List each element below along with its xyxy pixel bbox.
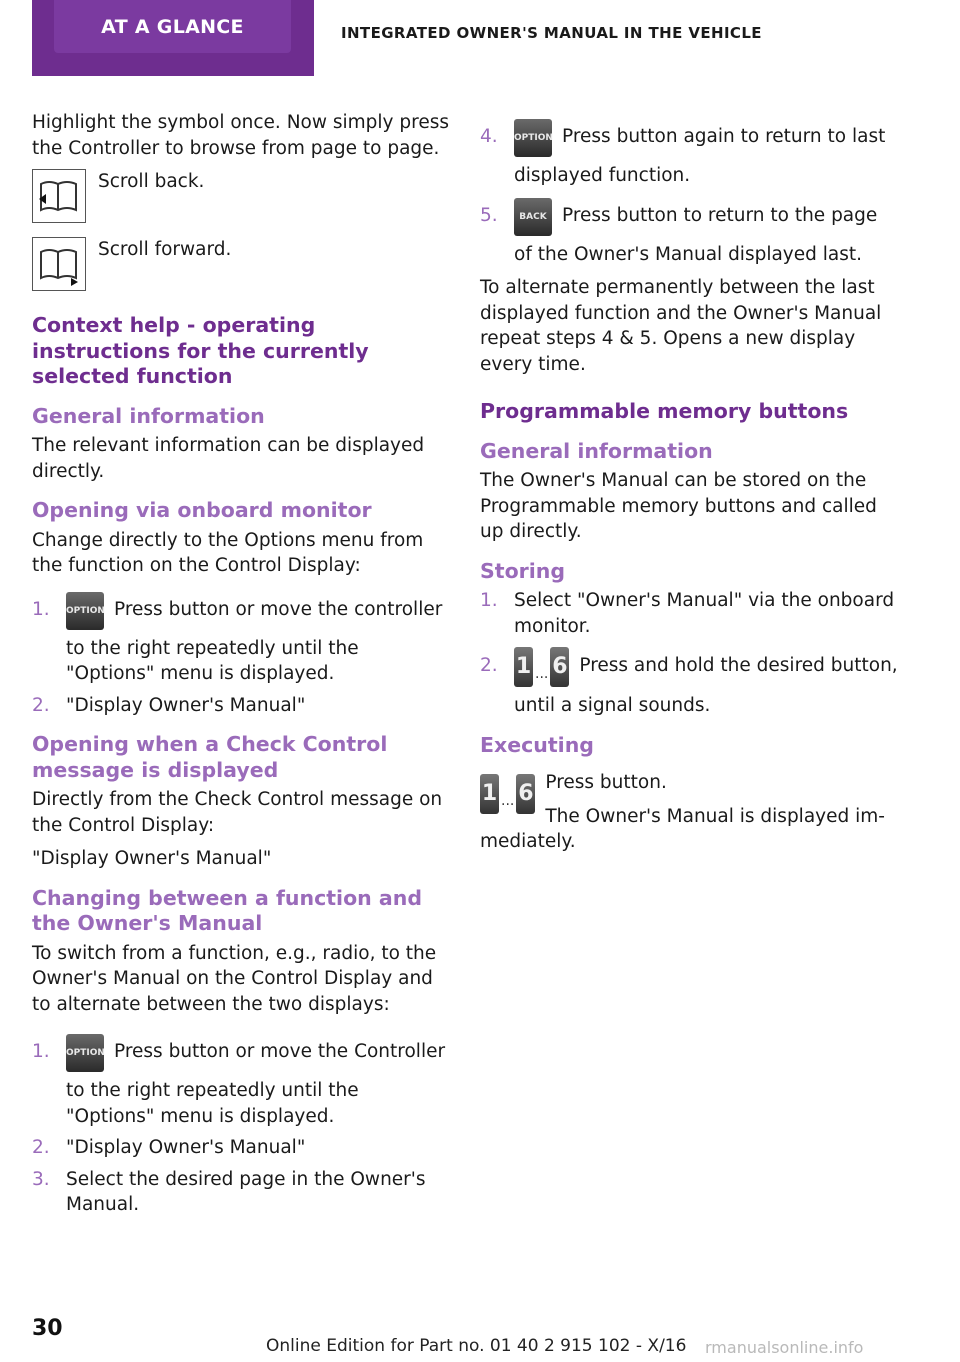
- general-text: The relevant information can be displayed directly.: [32, 435, 425, 482]
- scroll-back-row: [32, 169, 450, 223]
- storing-steps: [480, 588, 900, 719]
- watermark: rmanualsonline.info: [705, 1338, 864, 1357]
- step-text: Press and hold the desired button, until a signal sounds.: [514, 655, 898, 716]
- step-text: Select the desired page in the Owner's Manual.: [66, 1168, 426, 1215]
- list-item: [32, 1167, 450, 1218]
- heading-general-information-2: General information: [480, 438, 713, 463]
- list-item: [32, 1039, 450, 1129]
- step-number: 1.: [480, 590, 498, 611]
- scroll-back-label: Scroll back.: [98, 171, 205, 192]
- step-number: 5.: [480, 204, 498, 226]
- memory-key-1[interactable]: 1: [480, 774, 499, 814]
- key-dots: ...: [535, 665, 549, 682]
- memory-keys-icon[interactable]: [514, 647, 569, 687]
- list-item: [32, 693, 450, 719]
- heading-check-control: Opening when a Check Control message is displayed: [32, 732, 388, 782]
- step-number: 2.: [32, 694, 50, 716]
- list-item: [480, 203, 900, 268]
- step-number: 1.: [32, 598, 50, 620]
- heading-general-information: General information: [32, 403, 265, 428]
- key-dots: ...: [501, 792, 515, 809]
- heading-onboard-monitor: Opening via onboard monitor: [32, 498, 372, 522]
- memory-key-6[interactable]: 6: [516, 774, 535, 814]
- list-item: [480, 588, 900, 639]
- changing-text: To switch from a function, e.g., radio, to the Owner's Manual on the Control Display and to alternate between the two displays:: [32, 942, 437, 1015]
- onboard-steps: [32, 597, 450, 719]
- check-quote: "Display Owner's Manual": [32, 848, 272, 869]
- step-text: "Display Owner's Manual": [66, 1137, 306, 1158]
- memory-general-text: The Owner's Manual can be stored on the Programmable memory buttons and called up directly.: [480, 470, 877, 542]
- heading-changing: Changing between a function and the Owner's Manual: [32, 885, 423, 935]
- step-text: "Display Owner's Manual": [66, 694, 306, 716]
- step-text: Press button or move the controller to the right repeatedly until the "Options" menu is displayed.: [66, 598, 443, 684]
- list-item: [480, 124, 900, 189]
- intro-text: Highlight the symbol once. Now simply press the Controller to browse from page to page.: [32, 112, 449, 159]
- scroll-forward-row: [32, 237, 450, 291]
- exec-result-text: The Owner's Manual is displayed immediately.: [480, 805, 885, 852]
- option-button-icon[interactable]: OPTION: [66, 592, 104, 630]
- section-tab[interactable]: AT A GLANCE: [54, 0, 291, 53]
- list-item: [480, 653, 900, 719]
- changing-steps: [32, 1039, 450, 1218]
- edition-footer: Online Edition for Part no. 01 40 2 915 102 - X/16: [266, 1336, 687, 1356]
- page-number: 30: [32, 1316, 63, 1341]
- heading-context-help: Context help - operating instructions for the currently selected function: [32, 313, 369, 388]
- list-item: [32, 597, 450, 687]
- scroll-back-icon[interactable]: [32, 169, 86, 223]
- step-text: Press button to return to the page of the Owner's Manual displayed last.: [514, 204, 878, 265]
- heading-programmable-memory: Programmable memory buttons: [480, 399, 849, 423]
- right-column: [480, 110, 900, 863]
- step-number: 3.: [32, 1168, 50, 1190]
- page-section-title: INTEGRATED OWNER'S MANUAL IN THE VEHICLE: [341, 24, 762, 42]
- step-number: 4.: [480, 126, 498, 147]
- step-number: 1.: [32, 1041, 50, 1062]
- onboard-text: Change directly to the Options menu from the function on the Control Display:: [32, 529, 424, 576]
- heading-executing: Executing: [480, 732, 594, 757]
- memory-keys-icon[interactable]: [480, 774, 535, 814]
- step-number: 2.: [32, 1137, 50, 1158]
- alternate-text: To alternate permanently between the last displayed function and the Owner's Manual repeat steps 4 & 5. Opens a new display every time.: [480, 277, 882, 375]
- memory-key-1[interactable]: 1: [514, 647, 533, 687]
- step-number: 2.: [480, 655, 498, 676]
- option-button-icon[interactable]: OPTION: [66, 1034, 104, 1072]
- list-item: [32, 1135, 450, 1161]
- scroll-forward-icon[interactable]: [32, 237, 86, 291]
- heading-storing: Storing: [480, 558, 566, 583]
- memory-key-6[interactable]: 6: [550, 647, 569, 687]
- left-column: [32, 110, 450, 1226]
- step-text: Select "Owner's Manual" via the onboard monitor.: [514, 590, 895, 637]
- return-steps: [480, 124, 900, 267]
- scroll-forward-label: Scroll forward.: [98, 239, 232, 260]
- exec-press-text: Press button.: [545, 772, 667, 793]
- back-button-icon[interactable]: BACK: [514, 198, 552, 236]
- step-text: Press button or move the Controller to the right repeatedly until the "Options" menu is displayed.: [66, 1041, 446, 1127]
- option-button-icon[interactable]: OPTION: [514, 119, 552, 157]
- step-text: Press button again to return to last displayed function.: [514, 126, 886, 186]
- check-text: Directly from the Check Control message on the Control Display:: [32, 789, 443, 836]
- executing-block: [480, 770, 900, 855]
